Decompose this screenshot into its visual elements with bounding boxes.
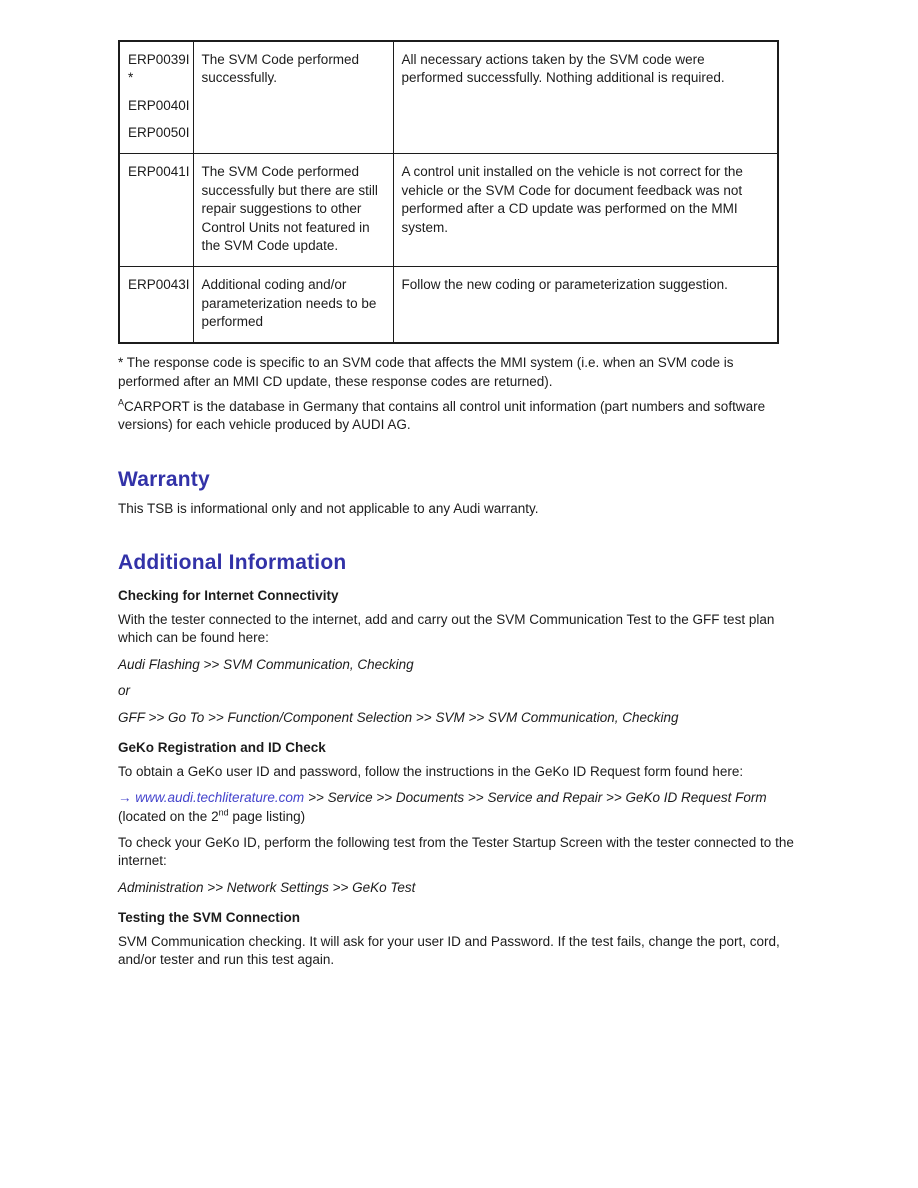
code-action-cell: Follow the new coding or parameterization suggestion. bbox=[393, 267, 778, 344]
internet-connectivity-subheading: Checking for Internet Connectivity bbox=[118, 588, 339, 604]
erp-response-code-table bbox=[118, 40, 779, 344]
code-meaning-cell: The SVM Code performed successfully. bbox=[193, 41, 393, 154]
located-note-pre: (located on the 2 bbox=[118, 808, 219, 824]
erp-code: ERP0043I bbox=[128, 277, 190, 293]
code-meaning-cell: Additional coding and/or parameterization needs to be performed bbox=[193, 267, 393, 344]
erp-code-cell bbox=[119, 154, 193, 267]
erp-code: ERP0050I bbox=[128, 125, 190, 141]
erp-code: ERP0041I bbox=[128, 164, 190, 180]
svm-connection-subheading: Testing the SVM Connection bbox=[118, 910, 300, 926]
carport-superscript: A bbox=[118, 397, 125, 408]
carport-footnote bbox=[118, 398, 794, 435]
techliterature-link-label: www.audi.techliterature.com bbox=[135, 790, 305, 806]
asterisk-footnote: * The response code is specific to an SVM code that affects the MMI system (i.e. when an SVM code is performed after an MMI CD update, these response codes are returned). bbox=[118, 355, 734, 389]
geko-registration-body: To obtain a GeKo user ID and password, follow the instructions in the GeKo ID Request form found here: bbox=[118, 763, 744, 779]
geko-registration-subheading: GeKo Registration and ID Check bbox=[118, 739, 326, 755]
table-row bbox=[119, 154, 778, 267]
carport-footnote-text: CARPORT is the database in Germany that contains all control unit information (part numbers and software versions) for each vehicle produced by AUDI AG. bbox=[118, 399, 766, 433]
erp-code: ERP0040I bbox=[128, 97, 190, 113]
geko-link-path: >> Service >> Documents >> Service and Repair >> GeKo ID Request Form bbox=[308, 790, 767, 806]
table-row bbox=[119, 267, 778, 344]
erp-code-cell bbox=[119, 267, 193, 344]
geko-link-line bbox=[118, 789, 794, 826]
menu-path-gff: GFF >> Go To >> Function/Component Selection >> SVM >> SVM Communication, Checking bbox=[118, 709, 679, 725]
code-action-cell: All necessary actions taken by the SVM code were performed successfully. Nothing additional is required. bbox=[393, 41, 778, 154]
additional-information-heading: Additional Information bbox=[118, 551, 347, 575]
internet-connectivity-body: With the tester connected to the internet, add and carry out the SVM Communication Test to the GFF test plan which can be found here: bbox=[118, 612, 775, 646]
code-action-cell: A control unit installed on the vehicle is not correct for the vehicle or the SVM Code for document feedback was not performed after a CD update was performed on the MMI system. bbox=[393, 154, 778, 267]
link-arrow-icon: → bbox=[118, 790, 132, 806]
erp-code: ERP0039I bbox=[128, 52, 190, 67]
located-note-post: page listing) bbox=[228, 808, 306, 824]
footnote-marker: * bbox=[128, 70, 134, 86]
menu-path-audi-flashing: Audi Flashing >> SVM Communication, Checking bbox=[118, 656, 414, 672]
warranty-body: This TSB is informational only and not applicable to any Audi warranty. bbox=[118, 500, 539, 516]
menu-path-geko-test: Administration >> Network Settings >> GeKo Test bbox=[118, 879, 416, 895]
table-row bbox=[119, 41, 778, 154]
code-meaning-cell: The SVM Code performed successfully but there are still repair suggestions to other Control Units not featured in the SVM Code update. bbox=[193, 154, 393, 267]
svm-connection-body: SVM Communication checking. It will ask for your user ID and Password. If the test fails, change the port, cord, and/or tester and run this test again. bbox=[118, 934, 780, 968]
warranty-heading: Warranty bbox=[118, 467, 210, 491]
techliterature-link[interactable] bbox=[118, 790, 304, 805]
or-text: or bbox=[118, 683, 131, 699]
erp-code-cell bbox=[119, 41, 193, 154]
located-note-superscript: nd bbox=[218, 807, 229, 818]
geko-check-body: To check your GeKo ID, perform the following test from the Tester Startup Screen with the tester connected to the internet: bbox=[118, 834, 794, 869]
